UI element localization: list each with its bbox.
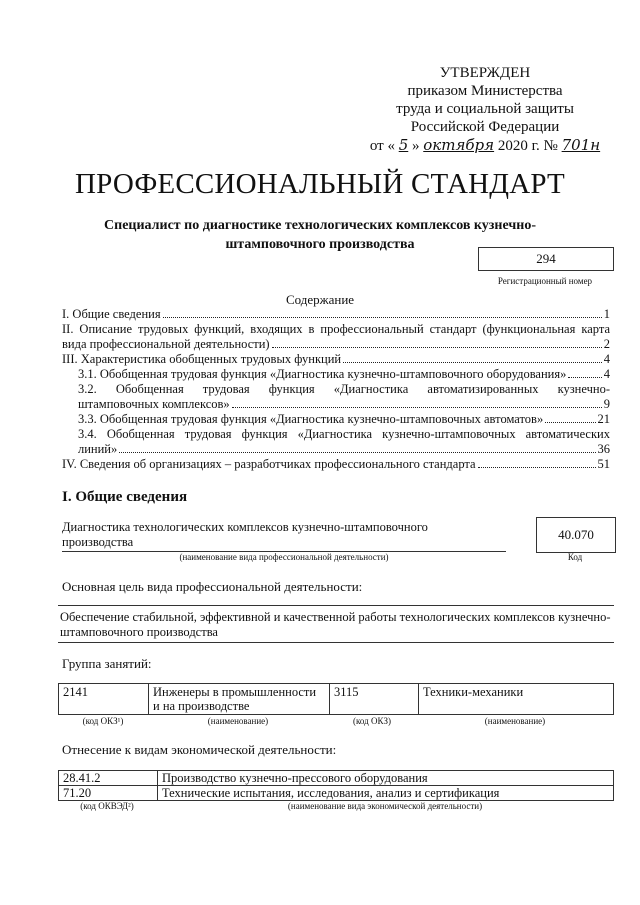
table-of-contents xyxy=(62,307,610,472)
code-caption: Код xyxy=(567,552,583,562)
okz-code: 3115 xyxy=(330,684,419,715)
document-title: ПРОФЕССИОНАЛЬНЫЙ СТАНДАРТ xyxy=(75,168,565,200)
okved-table xyxy=(58,770,614,801)
table-row xyxy=(59,771,614,786)
okved-code: 28.41.2 xyxy=(59,771,158,786)
okved-name: Производство кузнечно-прессового оборудования xyxy=(158,771,614,786)
okved-caption: (код ОКВЭД²) xyxy=(80,801,134,811)
approval-month: октября xyxy=(423,136,495,154)
approval-day: 5 xyxy=(398,136,409,154)
occ-caption: (наименование) xyxy=(207,716,269,726)
okved-name: Технические испытания, исследования, анализ и сертификация xyxy=(158,786,614,801)
activity-caption: (наименование вида профессиональной деятельности) xyxy=(179,552,389,562)
occ-caption: (наименование) xyxy=(484,716,546,726)
toc-item[interactable]: вида профессиональной деятельности) 2 xyxy=(62,337,610,351)
toc-item[interactable]: IV. Сведения об организациях – разработчиках профессионального стандарта 51 xyxy=(62,457,610,471)
approval-line: УТВЕРЖДЕН xyxy=(439,65,531,81)
registration-label: Регистрационный номер xyxy=(497,276,593,286)
toc-item-line: II. Описание трудовых функций, входящих в профессиональный стандарт (функциональная карта xyxy=(62,322,610,336)
toc-item-line: 3.2. Обобщенная трудовая функция «Диагностика автоматизированных кузнечно- xyxy=(78,382,610,396)
okz-code: 2141 xyxy=(59,684,149,715)
okz-name: Техники-механики xyxy=(419,684,614,715)
approval-line: труда и социальной защиты xyxy=(396,101,574,117)
goal-text: Обеспечение стабильной, эффективной и качественной работы технологических комплексов кузнечно-штамповочного производства xyxy=(58,605,614,643)
occ-caption: (код ОКЗ¹) xyxy=(82,716,124,726)
approval-date: от « 5 » октября 2020 г. № 701н xyxy=(369,136,601,154)
toc-heading: Содержание xyxy=(285,292,355,307)
goal-label: Основная цель вида профессиональной деятельности: xyxy=(62,579,363,594)
document-subtitle: Специалист по диагностике технологических комплексов кузнечно-штамповочного производства xyxy=(104,218,536,252)
section-heading: I. Общие сведения xyxy=(62,489,188,505)
toc-item-line: 3.4. Обобщенная трудовая функция «Диагностика кузнечно-штамповочных автоматических xyxy=(78,427,610,441)
table-row xyxy=(59,684,614,715)
registration-number: 294 xyxy=(478,247,614,271)
toc-item[interactable]: 3.1. Обобщенная трудовая функция «Диагностика кузнечно-штамповочного оборудования» 4 xyxy=(78,367,610,381)
toc-item[interactable]: 3.3. Обобщенная трудовая функция «Диагностика кузнечно-штамповочных автоматов» 21 xyxy=(78,412,610,426)
occ-caption: (код ОКЗ) xyxy=(353,716,391,726)
toc-item[interactable]: линий» 36 xyxy=(78,442,610,456)
approval-number: 701н xyxy=(561,136,601,154)
approval-line: Российской Федерации xyxy=(410,119,560,135)
okved-code: 71.20 xyxy=(59,786,158,801)
activity-name: Диагностика технологических комплексов кузнечно-штамповочного производства xyxy=(62,520,428,549)
group-label: Группа занятий: xyxy=(62,656,152,671)
toc-item[interactable]: III. Характеристика обобщенных трудовых функций 4 xyxy=(62,352,610,366)
toc-item[interactable]: I. Общие сведения 1 xyxy=(62,307,610,321)
okz-name: Инженеры в промышленности и на производстве xyxy=(149,684,330,715)
toc-item[interactable]: штамповочных комплексов» 9 xyxy=(78,397,610,411)
approval-line: приказом Министерства xyxy=(407,83,563,99)
econ-label: Отнесение к видам экономической деятельности: xyxy=(62,742,337,757)
approval-block xyxy=(360,64,610,155)
activity-code: 40.070 xyxy=(536,517,616,553)
table-row xyxy=(59,786,614,801)
occupations-table xyxy=(58,683,614,715)
okved-caption: (наименование вида экономической деятельности) xyxy=(287,801,483,811)
